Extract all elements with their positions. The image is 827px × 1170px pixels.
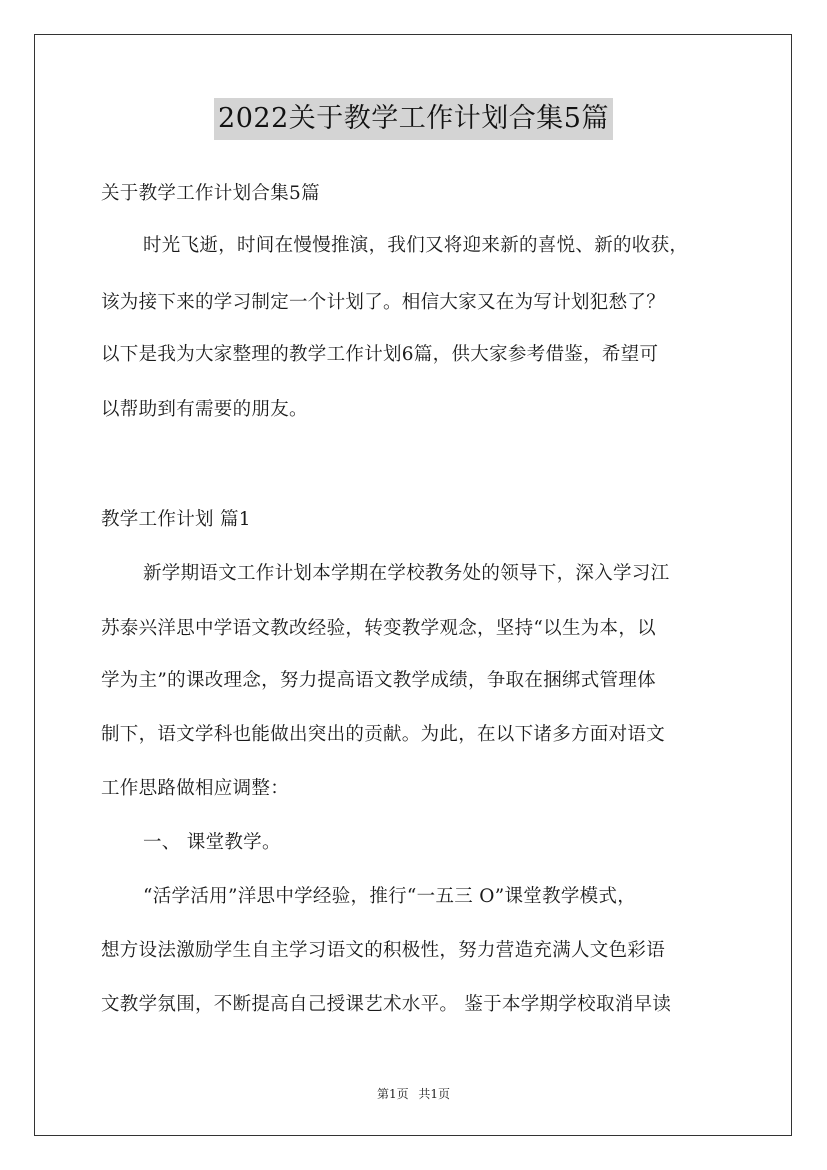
intro-line-1: 时光飞逝，时间在慢慢推演，我们又将迎来新的喜悦、新的收获， bbox=[143, 235, 689, 256]
intro-line-4: 以帮助到有需要的朋友。 bbox=[101, 399, 308, 420]
intro-line-2: 该为接下来的学习制定一个计划了。相信大家又在为写计划犯愁了？ bbox=[101, 292, 666, 313]
page-footer bbox=[0, 1085, 827, 1102]
title-container bbox=[0, 98, 827, 140]
intro-line-3: 以下是我为大家整理的教学工作计划6篇，供大家参考借鉴，希望可 bbox=[101, 344, 659, 365]
section-line-4: 制下，语文学科也能做出突出的贡献。为此，在以下诸多方面对语文 bbox=[101, 724, 666, 745]
section-heading: 教学工作计划 篇1 bbox=[101, 509, 251, 530]
section-line-3: 学为主”的课改理念，努力提高语文教学成绩，争取在捆绑式管理体 bbox=[101, 670, 656, 691]
page-number: 第1页 bbox=[376, 1087, 409, 1101]
document-title: 2022关于教学工作计划合集5篇 bbox=[214, 98, 613, 140]
item-line-3: 文教学氛围，不断提高自己授课艺术水平。 鉴于本学期学校取消早读 bbox=[101, 994, 672, 1015]
item-heading: 一、 课堂教学。 bbox=[143, 832, 281, 853]
item-line-1: “活学活用”洋思中学经验，推行“一五三 O”课堂教学模式， bbox=[143, 886, 637, 907]
section-line-5: 工作思路做相应调整： bbox=[101, 778, 290, 799]
item-line-2: 想方设法激励学生自主学习语文的积极性，努力营造充满人文色彩语 bbox=[101, 940, 666, 961]
page-total: 共1页 bbox=[418, 1087, 451, 1101]
section-line-2: 苏泰兴洋思中学语文教改经验，转变教学观念，坚持“以生为本，以 bbox=[101, 618, 656, 639]
subtitle: 关于教学工作计划合集5篇 bbox=[101, 183, 320, 204]
section-line-1: 新学期语文工作计划本学期在学校教务处的领导下，深入学习江 bbox=[143, 563, 670, 584]
